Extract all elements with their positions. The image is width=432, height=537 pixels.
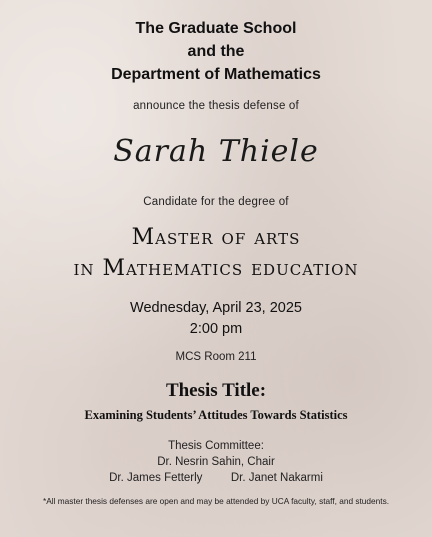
committee-member: Dr. James Fetterly	[109, 472, 203, 484]
footnote: *All master thesis defenses are open and may be attended by UCA faculty, staff, and students.	[42, 496, 390, 506]
announce-text: announce the thesis defense of	[133, 100, 299, 112]
candidate-name: Sarah Thiele	[113, 134, 319, 169]
header-line-3: Department of Mathematics	[111, 66, 321, 83]
committee-heading: Thesis Committee:	[168, 440, 264, 452]
committee-members	[0, 471, 432, 486]
degree-line-2: in Mathematics education	[73, 256, 359, 281]
committee-chair: Dr. Nesrin Sahin, Chair	[157, 456, 275, 468]
degree-line-1: Master of arts	[131, 225, 301, 250]
candidate-for-text: Candidate for the degree of	[143, 196, 289, 208]
defense-room: MCS Room 211	[175, 351, 257, 363]
defense-date: Wednesday, April 23, 2025	[130, 300, 302, 316]
committee-member: Dr. Janet Nakarmi	[230, 472, 323, 484]
defense-time: 2:00 pm	[189, 321, 243, 337]
thesis-title: Examining Students’ Attitudes Towards Statistics	[84, 408, 348, 422]
header-line-2: and the	[187, 43, 245, 60]
header-line-1: The Graduate School	[135, 20, 297, 37]
thesis-title-heading: Thesis Title:	[165, 380, 267, 401]
